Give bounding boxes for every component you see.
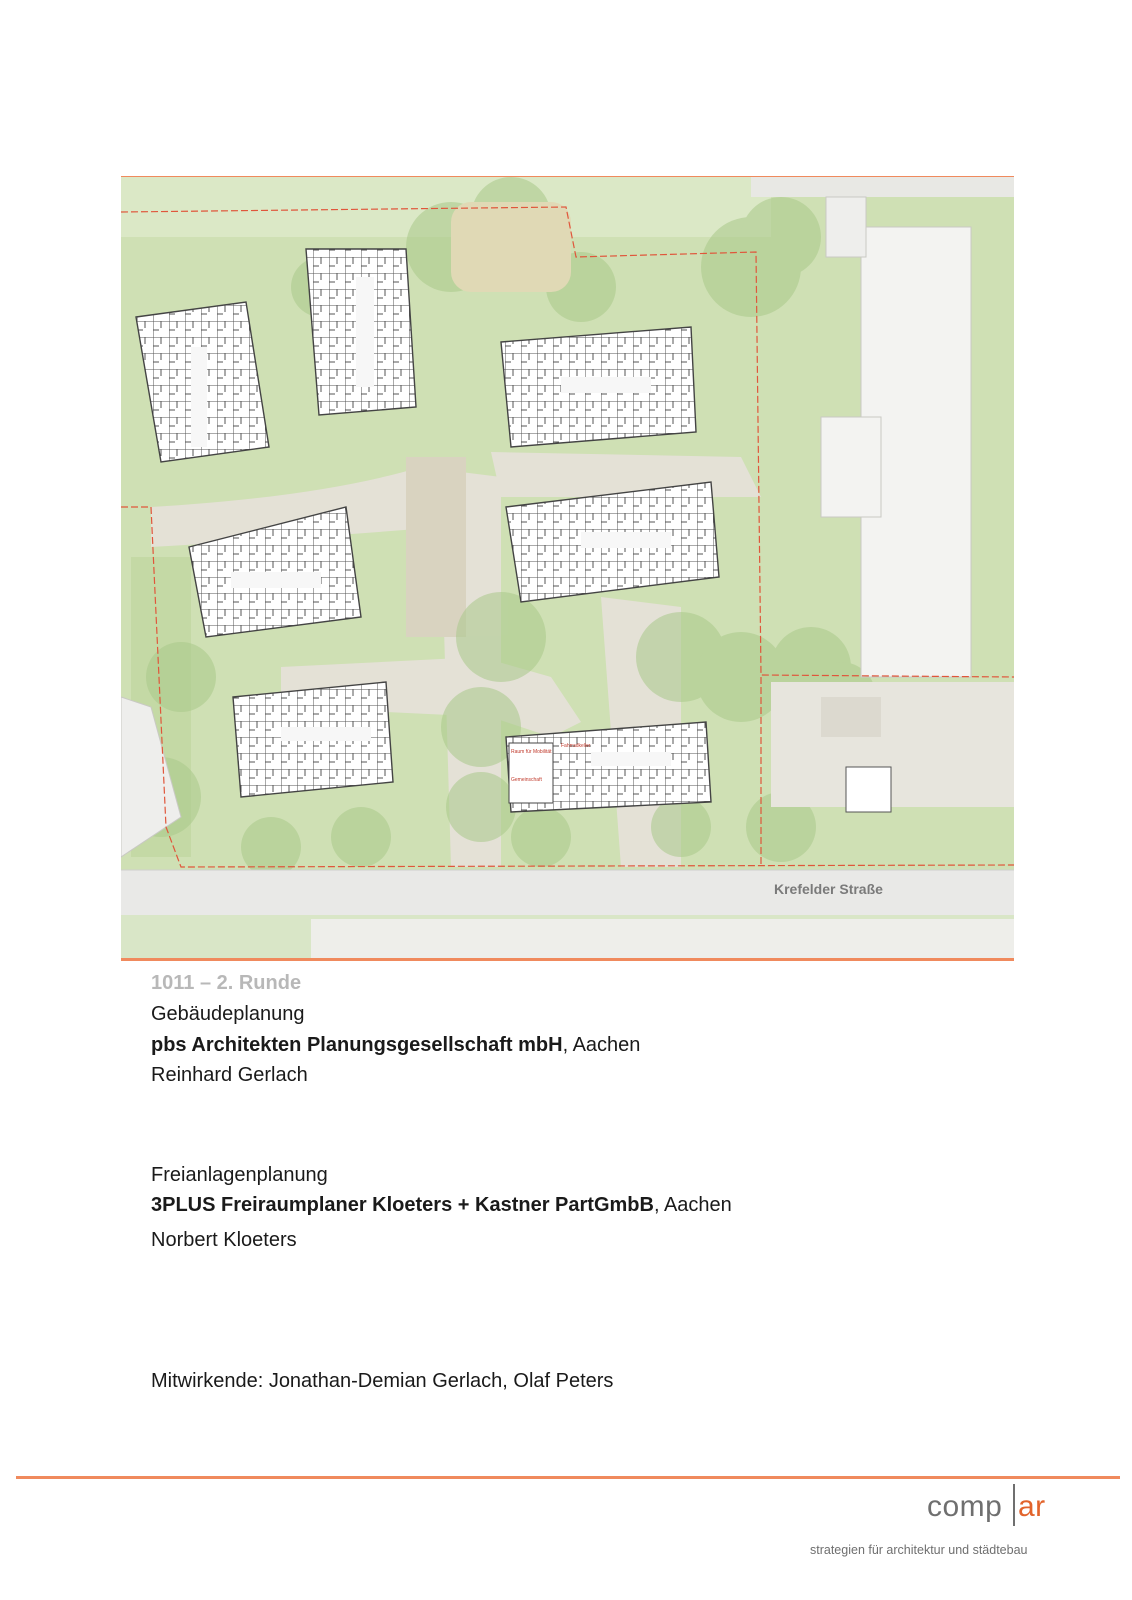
round-label: 1011 – 2. Runde xyxy=(151,972,302,994)
compar-logo xyxy=(810,1478,1060,1578)
landscape-city: , Aachen xyxy=(653,1194,732,1216)
plan-bottom-rule xyxy=(121,958,1014,961)
street-label: Krefelder Straße xyxy=(774,881,883,897)
landscape-firm: 3PLUS Freiraumplaner Kloeters + Kastner PartGmbB xyxy=(151,1194,654,1216)
logo-word-comp: comp xyxy=(927,1490,1003,1523)
building-city: , Aachen xyxy=(562,1034,641,1056)
room-label: Gemeinschaft xyxy=(511,777,542,783)
logo-word-ar: ar xyxy=(1018,1490,1046,1523)
landscape-person: Norbert Kloeters xyxy=(151,1229,297,1251)
room-label: Raum für Mobilität xyxy=(511,749,552,755)
logo-tagline: strategien für architektur und städtebau xyxy=(810,1543,1028,1557)
landscape-firm-line xyxy=(151,1193,732,1217)
building-firm-line xyxy=(151,1033,640,1057)
building-person: Reinhard Gerlach xyxy=(151,1064,308,1086)
logo-divider xyxy=(1013,1484,1015,1526)
contributors: Mitwirkende: Jonathan-Demian Gerlach, Olaf Peters xyxy=(151,1370,614,1392)
building-firm: pbs Architekten Planungsgesellschaft mbH xyxy=(151,1034,563,1056)
building-heading: Gebäudeplanung xyxy=(151,1003,305,1025)
site-plan-image xyxy=(121,177,1014,960)
room-label: Fahrradkeller xyxy=(561,743,591,749)
landscape-heading: Freianlagenplanung xyxy=(151,1164,328,1186)
